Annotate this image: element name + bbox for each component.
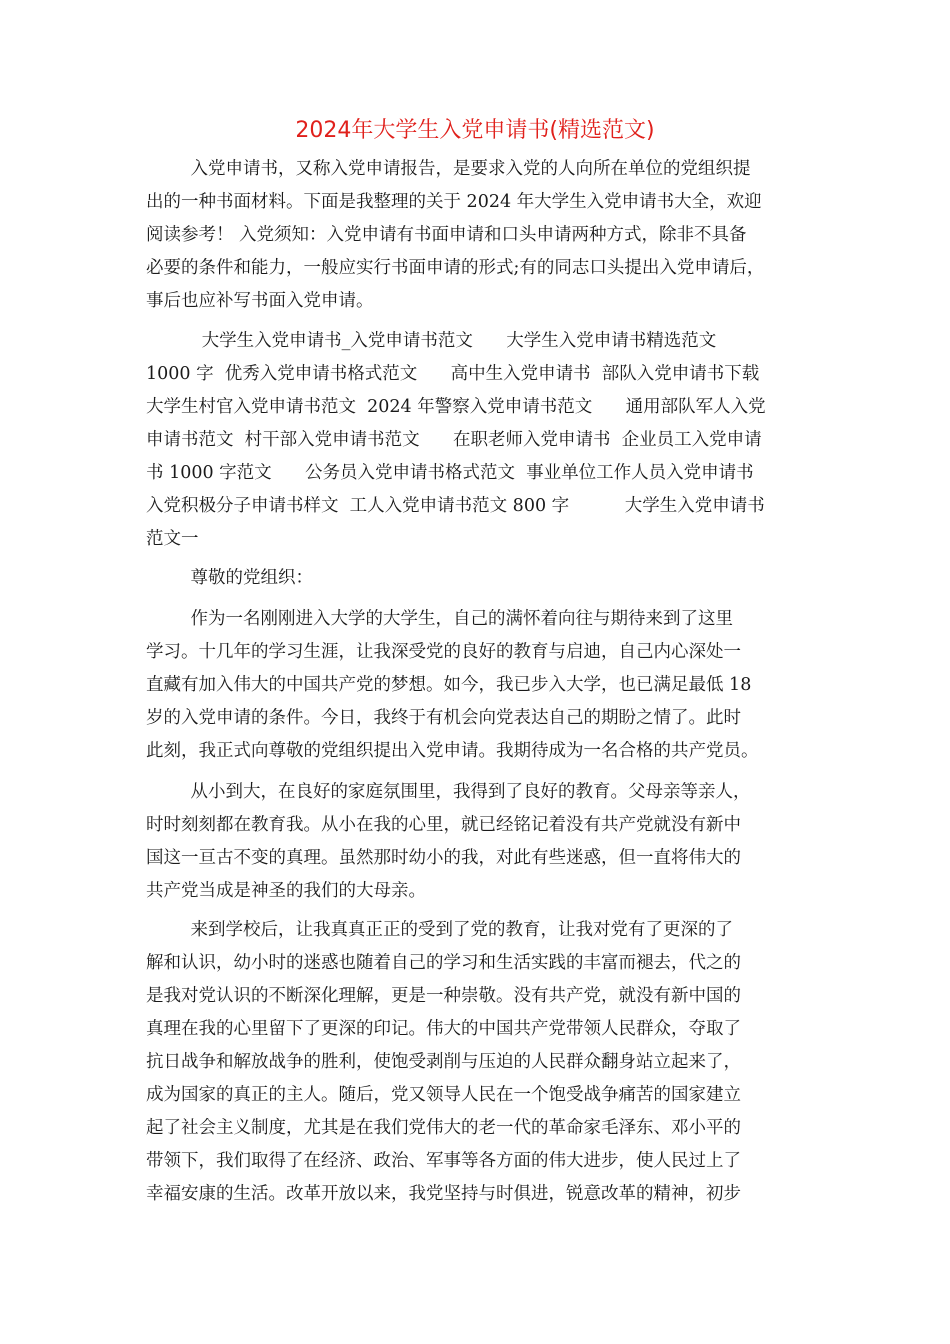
paragraph-line: 直藏有加入伟大的中国共产党的梦想。如今，我已步入大学，也已满足最低 18 <box>146 675 752 695</box>
paragraph-line: 抗日战争和解放战争的胜利，使饱受剥削与压迫的人民群众翻身站立起来了， <box>146 1052 741 1072</box>
salutation: 尊敬的党组织： <box>146 568 314 588</box>
related-links-line: 范文一 <box>146 529 199 549</box>
paragraph-line: 学习。十几年的学习生涯，让我深受党的良好的教育与启迪，自己内心深处一 <box>146 642 741 662</box>
document-title: 2024年大学生入党申请书(精选范文) <box>295 118 655 143</box>
intro-line: 入党申请书，又称入党申请报告，是要求入党的人向所在单位的党组织提 <box>146 159 751 179</box>
paragraph-line: 国这一亘古不变的真理。虽然那时幼小的我，对此有些迷惑，但一直将伟大的 <box>146 848 741 868</box>
paragraph-line: 来到学校后，让我真真正正的受到了党的教育，让我对党有了更深的了 <box>146 920 733 940</box>
intro-line: 阅读参考！ 入党须知：入党申请有书面申请和口头申请两种方式，除非不具备 <box>146 225 747 245</box>
paragraph-line: 共产党当成是神圣的我们的大母亲。 <box>146 881 426 901</box>
paragraph-line: 幸福安康的生活。改革开放以来，我党坚持与时俱进，锐意改革的精神，初步 <box>146 1184 741 1204</box>
related-links-line: 书 1000 字范文 公务员入党申请书格式范文 事业单位工作人员入党申请书 <box>146 463 754 483</box>
paragraph-line: 作为一名刚刚进入大学的大学生，自己的满怀着向往与期待来到了这里 <box>146 609 733 629</box>
paragraph-line: 起了社会主义制度，尤其是在我们党伟大的老一代的革命家毛泽东、邓小平的 <box>146 1118 741 1138</box>
paragraph-line: 成为国家的真正的主人。随后，党又领导人民在一个饱受战争痛苦的国家建立 <box>146 1085 741 1105</box>
related-links-line: 大学生村官入党申请书范文 2024 年警察入党申请书范文 通用部队军人入党 <box>146 397 766 417</box>
related-links-line: 大学生入党申请书_入党申请书范文 大学生入党申请书精选范文 <box>146 331 717 351</box>
related-links-line: 1000 字 优秀入党申请书格式范文 高中生入党申请书 部队入党申请书下载 <box>146 364 760 384</box>
paragraph-line: 岁的入党申请的条件。今日，我终于有机会向党表达自己的期盼之情了。此时 <box>146 708 741 728</box>
paragraph-line: 从小到大，在良好的家庭氛围里，我得到了良好的教育。父母亲等亲人， <box>146 782 751 802</box>
related-links-line: 入党积极分子申请书样文 工人入党申请书范文 800 字 大学生入党申请书 <box>146 496 765 516</box>
paragraph-line: 真理在我的心里留下了更深的印记。伟大的中国共产党带领人民群众，夺取了 <box>146 1019 741 1039</box>
intro-line: 事后也应补写书面入党申请。 <box>146 291 374 311</box>
paragraph-line: 解和认识，幼小时的迷惑也随着自己的学习和生活实践的丰富而褪去，代之的 <box>146 953 741 973</box>
paragraph-line: 是我对党认识的不断深化理解，更是一种崇敬。没有共产党，就没有新中国的 <box>146 986 741 1006</box>
intro-line: 必要的条件和能力，一般应实行书面申请的形式;有的同志口头提出入党申请后， <box>146 258 765 278</box>
paragraph-line: 带领下，我们取得了在经济、政治、军事等各方面的伟大进步，使人民过上了 <box>146 1151 741 1171</box>
intro-line: 出的一种书面材料。下面是我整理的关于 2024 年大学生入党申请书大全，欢迎 <box>146 192 762 212</box>
paragraph-line: 时时刻刻都在教育我。从小在我的心里，就已经铭记着没有共产党就没有新中 <box>146 815 741 835</box>
related-links-line: 申请书范文 村干部入党申请书范文 在职老师入党申请书 企业员工入党申请 <box>146 430 762 450</box>
paragraph-line: 此刻，我正式向尊敬的党组织提出入党申请。我期待成为一名合格的共产党员。 <box>146 741 759 761</box>
